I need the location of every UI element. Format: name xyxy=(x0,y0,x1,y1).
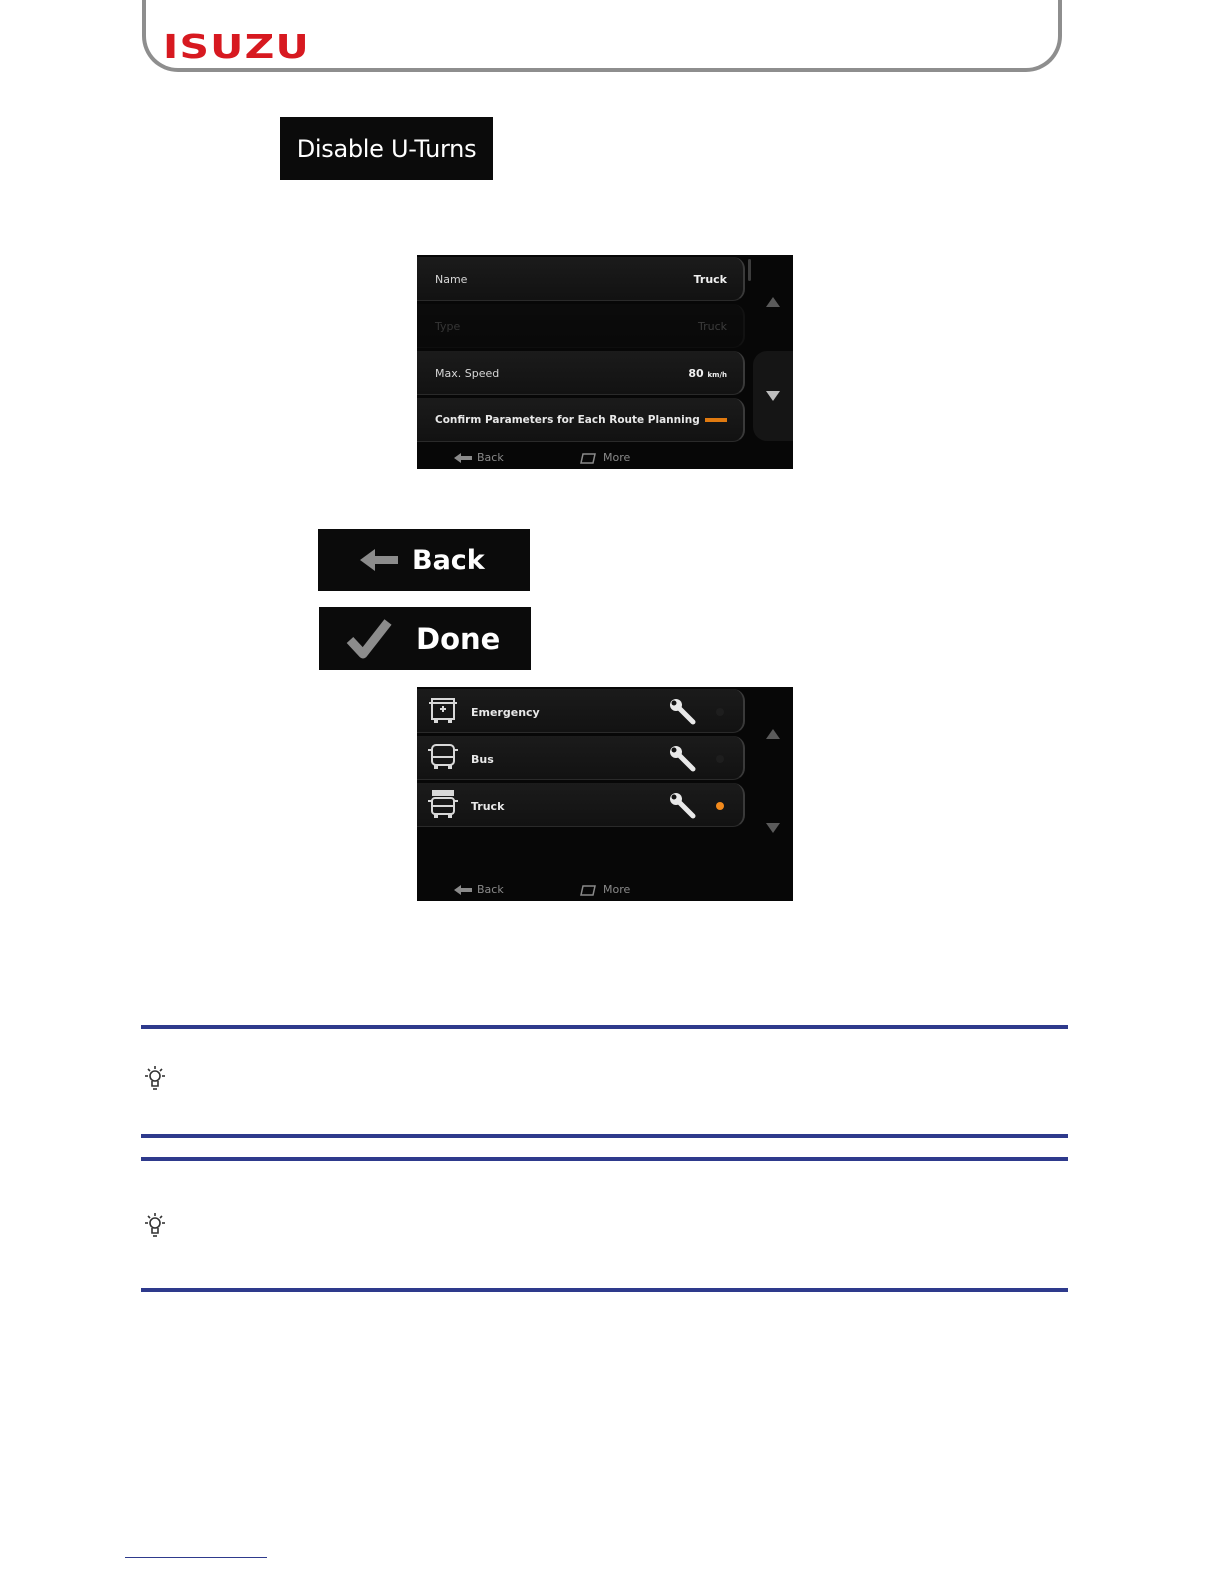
screen-footer xyxy=(417,447,657,469)
disable-uturns-button[interactable] xyxy=(280,117,493,180)
footer-back-button[interactable]: Back xyxy=(477,883,504,896)
done-label: Done xyxy=(416,621,501,656)
note-bottom-rule xyxy=(141,1134,1068,1138)
type-row xyxy=(417,304,745,348)
name-label: Name xyxy=(435,273,468,286)
note-top-rule xyxy=(141,1157,1068,1161)
screen-footer xyxy=(417,879,657,901)
back-arrow-icon xyxy=(360,549,398,571)
back-arrow-icon xyxy=(454,453,472,466)
type-label: Type xyxy=(435,320,461,333)
scroll-up-icon[interactable] xyxy=(766,729,780,739)
selection-dot[interactable] xyxy=(716,755,724,763)
done-button[interactable] xyxy=(319,607,531,670)
name-value: Truck xyxy=(693,273,727,286)
scroll-down-icon[interactable] xyxy=(766,823,780,833)
ambulance-icon xyxy=(427,695,459,728)
footer-more-button[interactable]: More xyxy=(603,451,631,464)
footer-back-button[interactable]: Back xyxy=(477,451,504,464)
scroll-up-icon[interactable] xyxy=(766,297,780,307)
max-speed-label: Max. Speed xyxy=(435,367,500,380)
note-top-rule xyxy=(141,1025,1068,1029)
name-row[interactable] xyxy=(417,257,745,301)
back-arrow-icon xyxy=(454,885,472,898)
checkmark-icon xyxy=(346,618,392,660)
back-label: Back xyxy=(412,544,485,576)
tip-icon xyxy=(143,1212,167,1244)
more-icon xyxy=(580,885,596,899)
profile-parameters-screen xyxy=(417,255,793,469)
more-icon xyxy=(580,453,596,467)
scroll-controls xyxy=(753,687,793,901)
max-speed-row[interactable] xyxy=(417,351,745,395)
svg-text:ISUZU: ISUZU xyxy=(163,31,310,61)
max-speed-number: 80 xyxy=(688,367,704,380)
note-bottom-rule xyxy=(141,1288,1068,1292)
wrench-icon[interactable] xyxy=(667,744,699,777)
scroll-controls xyxy=(753,255,793,469)
wrench-icon[interactable] xyxy=(667,697,699,730)
vehicle-row-truck[interactable] xyxy=(417,783,745,827)
truck-icon xyxy=(427,789,459,824)
vehicle-row-emergency[interactable] xyxy=(417,689,745,733)
footer-link-underline[interactable] xyxy=(125,1557,267,1558)
confirm-parameters-label: Confirm Parameters for Each Route Planning xyxy=(435,414,700,426)
tip-icon xyxy=(143,1065,167,1097)
selection-dot[interactable] xyxy=(716,708,724,716)
max-speed-unit: km/h xyxy=(707,371,727,379)
scroll-down-button[interactable] xyxy=(753,351,793,441)
type-value: Truck xyxy=(697,320,727,333)
vehicle-label: Truck xyxy=(471,800,505,813)
bus-icon xyxy=(427,742,459,775)
vehicle-profiles-screen xyxy=(417,687,793,901)
scrollbar[interactable] xyxy=(748,259,751,281)
disable-uturns-label: Disable U-Turns xyxy=(296,134,477,163)
wrench-icon[interactable] xyxy=(667,791,699,824)
vehicle-row-bus[interactable] xyxy=(417,736,745,780)
vehicle-label: Bus xyxy=(471,753,494,766)
vehicle-label: Emergency xyxy=(471,706,540,719)
selection-dot[interactable] xyxy=(716,802,724,810)
max-speed-value xyxy=(688,367,727,380)
confirm-parameters-row[interactable] xyxy=(417,398,745,442)
scroll-down-icon xyxy=(766,391,780,401)
confirm-toggle-indicator[interactable] xyxy=(705,418,727,422)
isuzu-logo xyxy=(163,31,313,65)
back-button[interactable] xyxy=(318,529,530,591)
footer-more-button[interactable]: More xyxy=(603,883,631,896)
